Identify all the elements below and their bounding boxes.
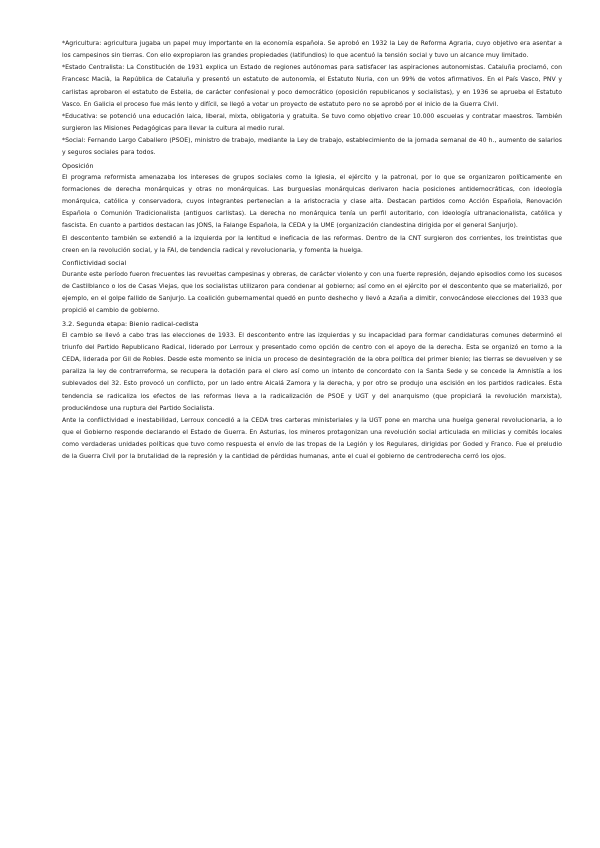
heading-segunda-etapa: 3.2. Segunda etapa: Bienio radical-cedista xyxy=(62,319,199,328)
paragraph-educativa: *Educativa: se potenció una educación laica, liberal, mixta, obligatoria y gratuita. Se tuvo como objetivo crear 10.000 escuelas y contratar maestros. También surgieron las Misiones Pedagógicas para llevar la cultura al medio rural. xyxy=(62,112,562,133)
paragraph-bienio-revolucion: Ante la conflictividad e inestabilidad, Lerroux concedió a la CEDA tres carteras ministeriales y la UGT pone en marcha una huelga general revolucionaria, a lo que el Gobierno responde declarando el Estado de Guerra. En Asturias, los mineros protagonizan una revolución social articulada en milicias y comités locales como verdaderas unidades políticas que tuvo como respuesta el envío de las tropas de la Legión y los Regulares, dirigidas por Goded y Franco. Fue el preludio de la Guerra Civil por la brutalidad de la represión y la cantidad de pérdidas humanas, ante el cual el gobierno de centroderecha cerró los ojos. xyxy=(62,416,562,461)
paragraph-bienio-cambio: El cambio se llevó a cabo tras las elecciones de 1933. El descontento entre las izquierdas y su incapacidad para formar candidaturas comunes determinó el triunfo del Partido Republicano Radical, liderado por Lerroux y presentado como opción de centro con el apoyo de la derecha. Esta se organizó en torno a la CEDA, liderada por Gil de Robles. Desde este momento se inicia un proceso de desintegración de la obra política del primer bienio; las tierras se devuelven y se paraliza la ley de contrarreforma, se recupera la dotación para el clero así como un intento de concordato con la Santa Sede y se concede la Amnistía a los sublevados del 32. Esto provocó un conflicto, por un lado entre Alcalá Zamora y la derecha, y por otro se produjo una escisión en los partidos radicales. Esta tendencia se radicaliza los efectos de las reformas lleva a la radicalización de PSOE y UGT y del anarquismo (que propiciará la revolución marxista), produciéndose una ruptura del Partido Socialista. xyxy=(62,331,562,412)
paragraph-oposicion-derechas: El programa reformista amenazaba los intereses de grupos sociales como la Iglesia, el ejército y la patronal, por lo que se organizaron políticamente en formaciones de derecha monárquicas y otras no monárquicas. Las burguesías monárquicas derivaron hacia posiciones antidemocráticas, con ideología monárquica, católica y conservadora, cuyos integrantes pertenecían a la aristocracia y clase alta. Destacan partidos como Acción Española, Renovación Española o Comunión Tradicionalista (antiguos carlistas). La derecha no monárquica tenía un perfil autoritario, con ideología ultranacionalista, católica y fascista. En cuanto a partidos destacan las JONS, la Falange Española, la CEDA y la UME (organización clandestina dirigida por el general Sanjurjo). xyxy=(62,173,562,230)
paragraph-social: *Social: Fernando Largo Caballero (PSOE), ministro de trabajo, mediante la Ley de trabajo, establecimiento de la jornada semanal de 40 h., aumento de salarios y seguros sociales para todos. xyxy=(62,137,562,157)
heading-oposicion: Oposición xyxy=(62,161,94,170)
page-text xyxy=(62,38,562,463)
heading-conflictividad-social: Conflictividad social xyxy=(62,258,127,267)
paragraph-oposicion-izquierdas: El descontento también se extendió a la izquierda por la lentitud e ineficacia de las reformas. Dentro de la CNT surgieron dos corrientes, los treintistas que creen en la revolución social, y la FAI, de tendencia radical y revolucionaria, y fomenta la huelga. xyxy=(62,234,562,254)
paragraph-estado-centralista: *Estado Centralista: La Constitución de 1931 explica un Estado de regiones autónomas para satisfacer las aspiraciones autonomistas. Cataluña proclamó, con Francesc Macià, la República de Cataluña y presentó un estatuto de autonomía, el Estatuto Nuria, con un 99% de votos afirmativos. En el País Vasco, PNV y carlistas aprobaron el estatuto de Estella, de carácter confesional y poco democrático (oposición republicanos y socialistas), y en 1936 se aprueba el Estatuto Vasco. En Galicia el proceso fue más lento y difícil, se llegó a votar un proyecto de estatuto pero no se aprobó por el inicio de la Guerra Civil. xyxy=(62,64,562,108)
paragraph-conflictividad: Durante este período fueron frecuentes las revueltas campesinas y obreras, de carácter violento y con una fuerte represión, dejando episodios como los sucesos de Castilblanco o los de Casas Viejas, que los socialistas utilizaron para condenar al gobierno; así como en el ejército por el descontento que se materializó, por ejemplo, en el golpe fallido de Sanjurjo. La coalición gubernamental quedó en punto deshecho y llevó a Azaña a dimitir, convocándose elecciones del 1933 que propició el cambio de gobierno. xyxy=(62,270,562,315)
paragraph-agricultura: *Agricultura: agricultura jugaba un papel muy importante en la economía española. Se aprobó en 1932 la Ley de Reforma Agraria, cuyo objetivo era asentar a los campesinos sin tierras. Con ello expropiaron las grandes propiedades (latifundios) lo que acentuó la tensión social y tuvo un alcance muy limitado. xyxy=(62,40,562,60)
